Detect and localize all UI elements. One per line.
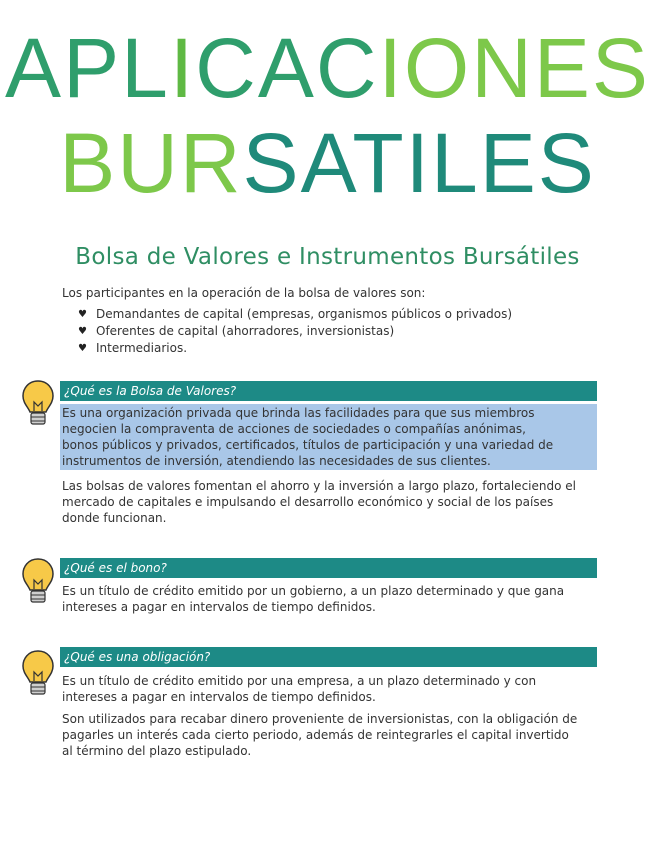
list-item-text: Intermediarios. [96,341,188,355]
text-line: Las bolsas de valores fomentan el ahorro y la inversión a largo plazo, fortaleciendo el [62,479,576,493]
title-seg: APL [5,21,170,115]
lightbulb-icon [20,648,56,700]
paragraph [62,673,602,705]
title-line-1 [0,21,655,115]
text-line: Es una organización privada que brinda las facilidades para que sus miembros [62,406,535,420]
text-line: intereses a pagar en intervalos de tiempo definidos. [62,690,376,704]
title-line-2 [0,116,655,210]
list-item-text: Oferentes de capital (ahorradores, inversionistas) [96,324,395,338]
question-bar: ¿Qué es una obligación? [60,647,597,667]
paragraph [62,583,602,615]
paragraph [62,478,602,526]
list-item [78,306,512,323]
list-item-text: Demandantes de capital (empresas, organismos públicos o privados) [96,307,513,321]
participants-list [78,306,512,357]
paragraph [62,711,602,759]
question-bar: ¿Qué es la Bolsa de Valores? [60,381,597,401]
definition-text [62,405,602,469]
text-line: mercado de capitales e impulsando el desarrollo económico y social de los países [62,495,554,509]
heart-icon: ♥ [78,326,87,337]
intro-text: Los participantes en la operación de la bolsa de valores son: [62,286,426,300]
lightbulb-icon [20,378,56,430]
text-line: instrumentos de inversión, atendiendo las necesidades de sus clientes. [62,454,491,468]
text-line: pagarles un interés cada cierto periodo, además de reintegrarles el capital invertido [62,728,569,742]
lightbulb-icon [20,556,56,608]
text-line: negocien la compraventa de acciones de sociedades o compañías anónimas, [62,422,526,436]
question-bar: ¿Qué es el bono? [60,558,597,578]
text-line: al término del plazo estipulado. [62,744,252,758]
title-seg: CAC [195,21,379,115]
text-line: donde funcionan. [62,511,167,525]
text-line: Es un título de crédito emitido por un gobierno, a un plazo determinado y que gana [62,584,565,598]
heart-icon: ♥ [78,343,87,354]
title-seg: IONES [378,21,650,115]
text-line: intereses a pagar en intervalos de tiempo definidos. [62,600,376,614]
text-line: bonos públicos y privados, certificados, títulos de participación y una variedad de [62,438,554,452]
list-item [78,323,512,340]
title-seg: SATILES [242,116,596,210]
text-line: Es un título de crédito emitido por una empresa, a un plazo determinado y con [62,674,537,688]
title-seg: BUR [59,116,243,210]
page-subtitle: Bolsa de Valores e Instrumentos Bursátiles [75,244,580,270]
title-seg: I [169,21,196,115]
list-item [78,340,512,357]
text-line: Son utilizados para recabar dinero proveniente de inversionistas, con la obligación de [62,712,578,726]
heart-icon: ♥ [78,309,87,320]
